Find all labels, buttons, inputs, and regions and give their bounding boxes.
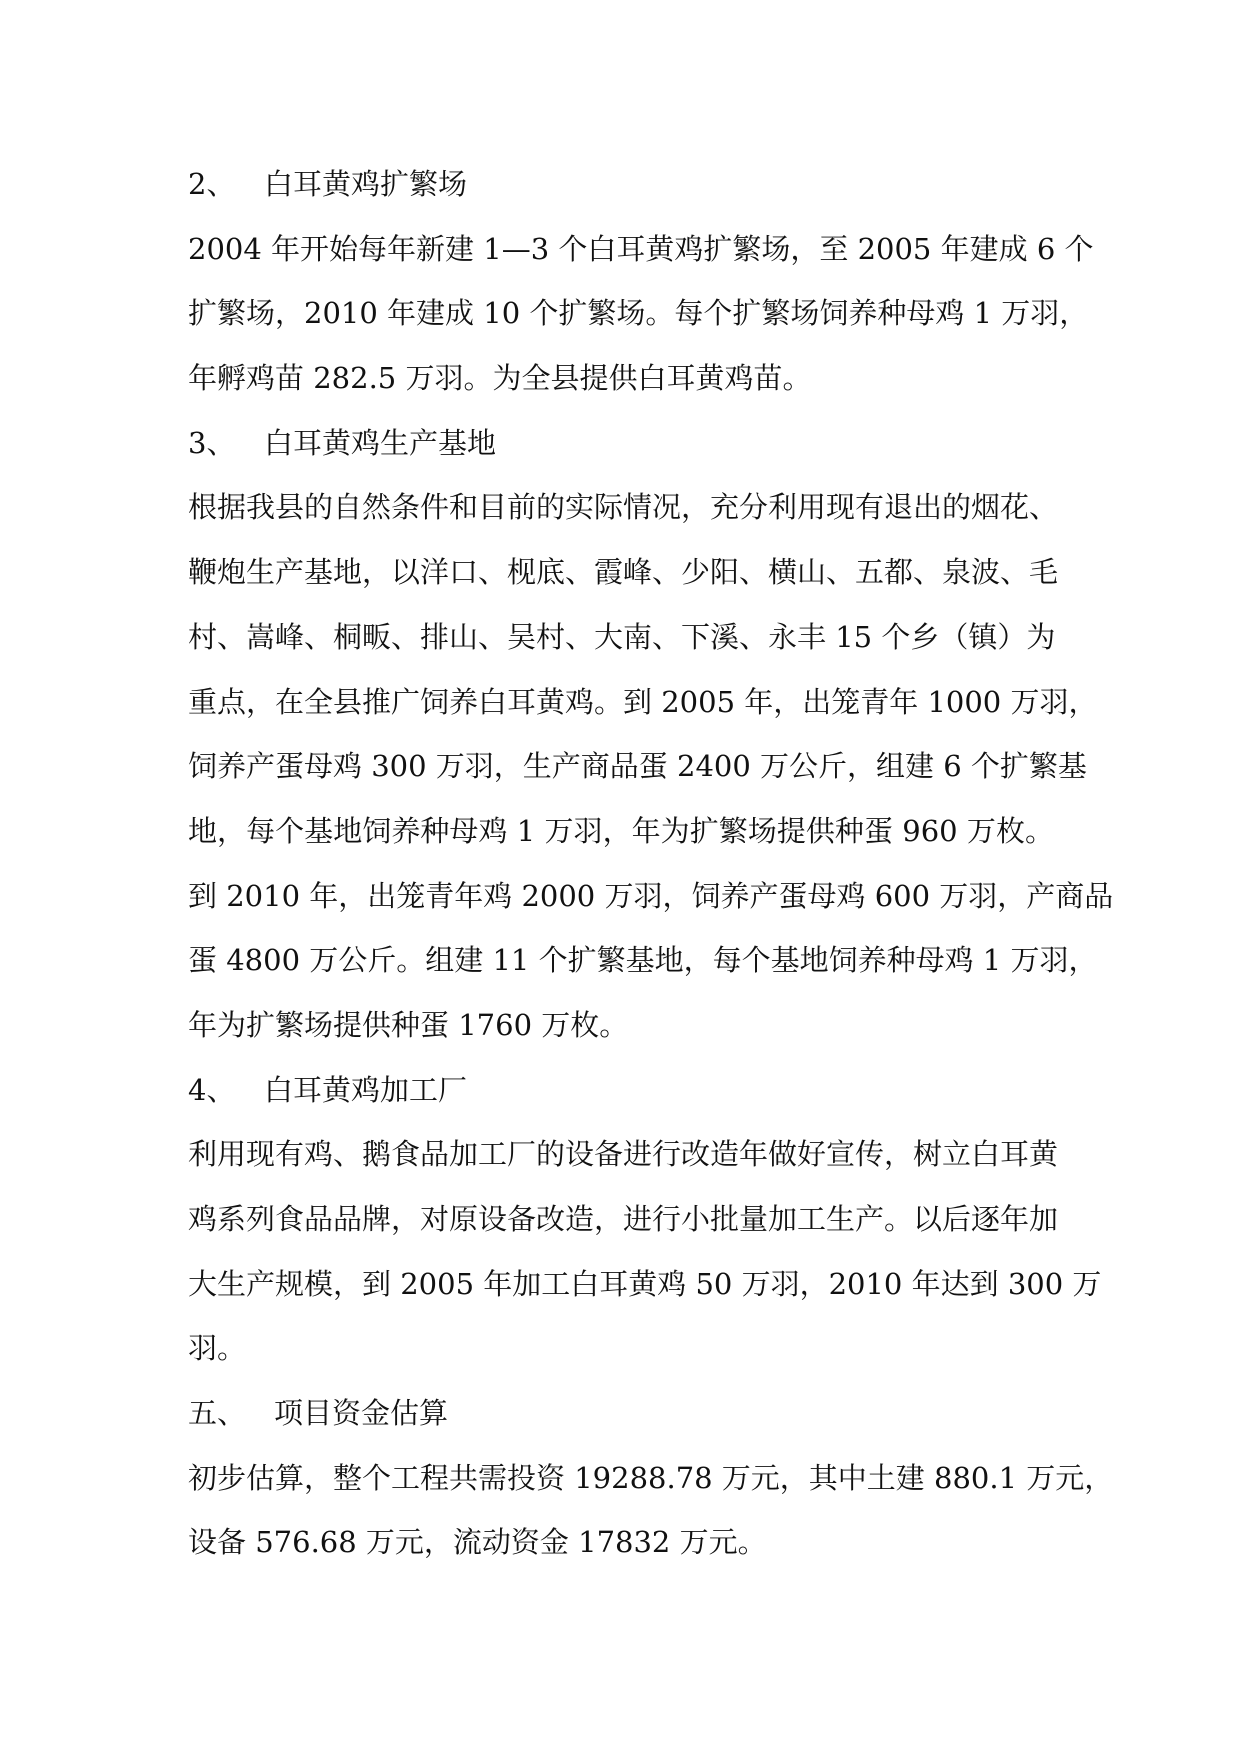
paragraph-breeding-farm [188,217,1094,411]
paragraph-line: 初步估算，整个工程共需投资 19288.78 万元，其中土建 880.1 万元， [188,1460,1114,1495]
section-heading-5 [188,1381,1054,1446]
section-heading-4 [188,1058,1054,1123]
section-heading-2 [188,152,1054,217]
heading-number: 五、 [188,1396,247,1431]
heading-title: 白耳黄鸡加工厂 [264,1072,468,1107]
paragraph-line: 利用现有鸡、鹅食品加工厂的设备进行改造年做好宣传，树立白耳黄 [188,1137,1059,1172]
section-heading-3 [188,411,1054,476]
paragraph-funding-estimate [188,1446,1114,1575]
paragraph-processing-plant [188,1122,1102,1381]
document-page [188,152,1114,1575]
paragraph-line: 蛋 4800 万公斤。组建 11 个扩繁基地，每个基地饲养种母鸡 1 万羽， [188,943,1098,978]
paragraph-line: 年为扩繁场提供种蛋 1760 万枚。 [188,1007,629,1042]
paragraph-line: 鸡系列食品品牌，对原设备改造，进行小批量加工生产。以后逐年加 [188,1202,1059,1236]
paragraph-line: 羽。 [188,1331,247,1366]
heading-number: 4、 [188,1072,236,1107]
paragraph-line: 重点，在全县推广饲养白耳黄鸡。到 2005 年，出笼青年 1000 万羽， [188,684,1098,719]
paragraph-production-base [188,475,1114,1057]
paragraph-line: 设备 576.68 万元，流动资金 17832 万元。 [188,1525,767,1560]
heading-title: 白耳黄鸡生产基地 [264,425,497,460]
heading-number: 2、 [188,167,236,201]
paragraph-line: 2004 年开始每年新建 1—3 个白耳黄鸡扩繁场，至 2005 年建成 6 个 [188,231,1094,266]
paragraph-line: 鞭炮生产基地，以洋口、枧底、霞峰、少阳、横山、五都、泉波、毛 [188,555,1059,590]
paragraph-line: 大生产规模，到 2005 年加工白耳黄鸡 50 万羽，2010 年达到 300 万 [188,1266,1102,1301]
paragraph-line: 根据我县的自然条件和目前的实际情况，充分利用现有退出的烟花、 [188,490,1059,525]
paragraph-line: 到 2010 年，出笼青年鸡 2000 万羽，饲养产蛋母鸡 600 万羽，产商品 [188,878,1114,913]
heading-number: 3、 [188,425,236,460]
paragraph-line: 村、嵩峰、桐畈、排山、吴村、大南、下溪、永丰 15 个乡（镇）为 [188,619,1056,654]
paragraph-line: 饲养产蛋母鸡 300 万羽，生产商品蛋 2400 万公斤，组建 6 个扩繁基 [188,749,1087,784]
heading-title: 白耳黄鸡扩繁场 [264,167,468,201]
heading-title: 项目资金估算 [274,1396,449,1431]
paragraph-line: 扩繁场，2010 年建成 10 个扩繁场。每个扩繁场饲养种母鸡 1 万羽， [188,296,1089,331]
paragraph-line: 地，每个基地饲养种母鸡 1 万羽，年为扩繁场提供种蛋 960 万枚。 [188,813,1054,848]
paragraph-line: 年孵鸡苗 282.5 万羽。为全县提供白耳黄鸡苗。 [188,361,812,396]
